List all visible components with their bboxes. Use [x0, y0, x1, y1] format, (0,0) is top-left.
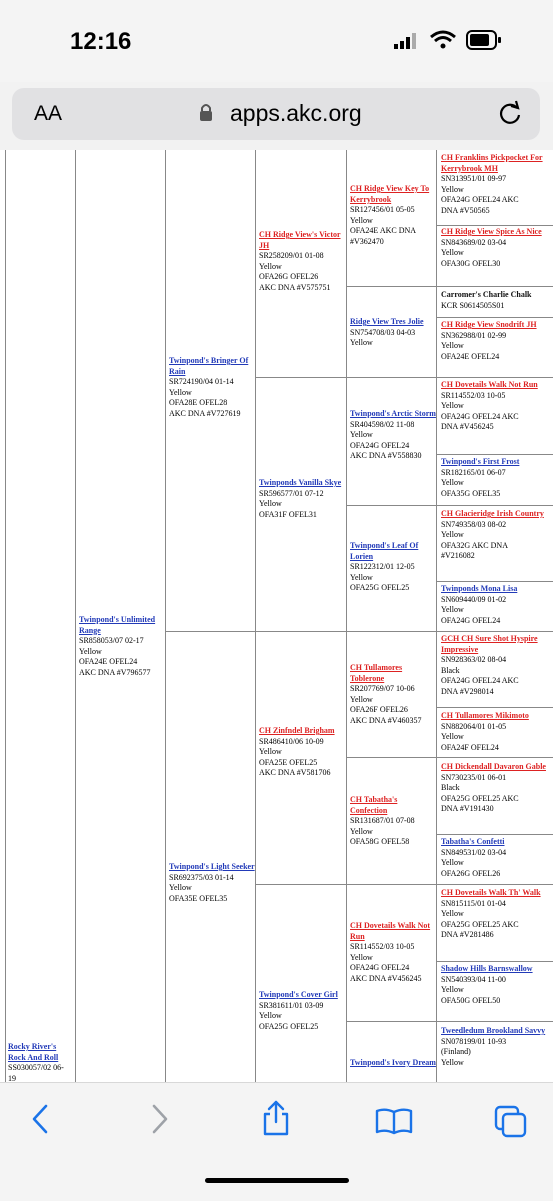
dog-detail: SN754708/03 04-03 [350, 327, 416, 337]
dog-detail: SN362988/01 02-99 [441, 330, 507, 340]
dog-detail: OFA25E OFEL25 [259, 757, 318, 767]
dog-detail: OFA35G OFEL35 [441, 488, 501, 498]
pedigree-entry [441, 964, 551, 1006]
dog-detail: OFA25G OFEL25 AKC [441, 793, 519, 803]
generation-1-column [5, 150, 76, 1082]
signal-icon [394, 33, 418, 49]
dog-name-link[interactable]: CH Tabatha's Confection [350, 795, 398, 815]
dog-detail: SR596577/01 07-12 [259, 488, 324, 498]
battery-icon [466, 30, 502, 50]
dog-detail: SN609440/09 01-02 [441, 594, 507, 604]
dog-name-link[interactable]: Tabatha's Confetti [441, 837, 505, 846]
dog-detail: Yellow [441, 858, 464, 867]
dog-detail: SN815115/01 01-04 [441, 898, 506, 908]
dog-name-link[interactable]: CH Ridge View Spice As Nice [441, 227, 542, 236]
dog-detail: 19 [8, 1073, 16, 1082]
status-bar [0, 0, 553, 82]
address-bar[interactable] [12, 88, 540, 140]
pedigree-entry [350, 409, 436, 462]
dog-name-link[interactable]: CH Ridge View's Victor JH [259, 230, 341, 250]
dog-name-link[interactable]: Twinponds Vanilla Skye [259, 478, 342, 487]
dog-detail: Yellow [441, 732, 464, 741]
pedigree-entry [350, 541, 436, 594]
dog-detail: SN749358/03 08-02 [441, 519, 507, 529]
dog-detail: OFA24G OFEL24 AKC [441, 676, 519, 685]
dog-detail: #V216082 [441, 551, 475, 560]
dog-name-link[interactable]: CH Zinfndel Brigham [259, 726, 335, 735]
dog-detail: SR127456/01 05-05 [350, 205, 415, 214]
dog-detail: Yellow [350, 694, 373, 704]
pedigree-entry [350, 1058, 436, 1069]
dog-detail: AKC DNA #V456245 [350, 973, 422, 983]
url-text[interactable]: apps.akc.org [230, 100, 362, 126]
pedigree-entry [350, 663, 436, 726]
dog-detail: DNA #V298014 [441, 686, 494, 696]
dog-detail: SN313951/01 09-97 [441, 174, 507, 183]
pedigree-entry [441, 837, 551, 879]
dog-detail: SN078199/01 10-93 [441, 1036, 507, 1046]
tabs-icon[interactable] [494, 1105, 528, 1139]
pedigree-entry [441, 380, 551, 433]
dog-detail: Yellow [350, 215, 373, 225]
dog-detail: Yellow [441, 909, 464, 918]
dog-detail: SR114552/03 10-05 [441, 390, 506, 400]
dog-detail: OFA25G OFEL25 [350, 583, 410, 592]
dog-detail: SR131687/01 07-08 [350, 816, 415, 825]
wifi-icon [430, 30, 456, 50]
dog-detail: OFA24E OFEL24 [79, 657, 138, 666]
dog-detail: AKC DNA #V575751 [259, 282, 331, 292]
dog-detail: (Finland) [441, 1047, 471, 1056]
pedigree-entry [259, 990, 345, 1032]
dog-detail: OFA24G OFEL24 AKC [441, 195, 519, 204]
dog-name-link[interactable]: CH Tullamores Toblerone [350, 663, 403, 683]
dog-detail: SR258209/01 01-08 [259, 251, 324, 260]
dog-detail: Yellow [259, 1011, 282, 1020]
dog-detail: OFA24G OFEL24 [441, 615, 501, 625]
dog-detail: DNA #V50565 [441, 205, 490, 215]
pedigree-entry [441, 227, 551, 269]
dog-detail: DNA #V281486 [441, 930, 494, 939]
share-icon[interactable] [260, 1099, 292, 1137]
dog-detail: OFA35E OFEL35 [169, 893, 228, 903]
dog-detail: Yellow [259, 747, 282, 756]
dog-name-link[interactable]: Twinpond's Leaf Of Lorien [350, 541, 419, 561]
dog-name-link[interactable]: CH Dovetails Walk Not Run [350, 921, 431, 941]
dog-detail: OFA24G OFEL24 [350, 440, 410, 450]
dog-detail: Yellow [350, 826, 373, 836]
dog-detail: AKC DNA #V796577 [79, 667, 151, 677]
reload-icon[interactable] [498, 100, 522, 126]
dog-detail: OFA24G OFEL24 AKC [441, 411, 519, 421]
dog-detail: SR404598/02 11-08 [350, 419, 415, 429]
dog-name-link[interactable]: CH Dovetails Walk Not Run [441, 380, 538, 389]
dog-detail: DNA #V191430 [441, 804, 494, 813]
dog-detail: AKC DNA #V581706 [259, 768, 331, 777]
dog-name-link[interactable]: CH Dovetails Walk Th' Walk [441, 888, 541, 897]
pedigree-entry [8, 1042, 74, 1082]
dog-name-link[interactable]: CH Ridge View Key To Kerrybrook [350, 184, 430, 204]
dog-name-link[interactable]: Ridge View Tres Jolie [350, 317, 424, 326]
dog-detail: SR122312/01 12-05 [350, 562, 415, 571]
reader-options-button[interactable]: AA [34, 102, 63, 125]
dog-name-link[interactable]: Shadow Hills Barnswallow [441, 964, 533, 973]
dog-detail: SR486410/06 10-09 [259, 736, 324, 746]
dog-detail: SN849531/02 03-04 [441, 847, 507, 857]
pedigree-entry [259, 478, 345, 520]
dog-detail: Yellow [441, 184, 464, 194]
pedigree-entry [350, 317, 436, 349]
dog-name-link[interactable]: CH Franklins Pickpocket For Kerrybrook MH [441, 153, 543, 173]
dog-name-link[interactable]: Twinpond's Unlimited Range [79, 615, 156, 635]
dog-name-link[interactable]: CH Tullamores Mikimoto [441, 711, 529, 720]
dog-detail: OFA31F OFEL31 [259, 509, 317, 519]
dog-detail: SR207769/07 10-06 [350, 684, 415, 693]
dog-detail: Yellow [441, 478, 464, 487]
pedigree-entry [79, 615, 165, 678]
pedigree-entry [441, 1026, 551, 1068]
dog-detail: OFA30G OFEL30 [441, 258, 501, 268]
dog-detail: Yellow [441, 1057, 464, 1067]
dog-name-link[interactable]: CH Dickendall Davaron Gable [441, 762, 546, 771]
dog-detail: Yellow [441, 605, 464, 614]
dog-detail: Yellow [169, 387, 192, 397]
pedigree-entry [350, 921, 436, 984]
dog-detail: SR724190/04 01-14 [169, 377, 234, 386]
dog-name-link[interactable]: GCH CH Sure Shot Hyspire Impressive [441, 634, 538, 654]
bookmarks-icon[interactable] [375, 1107, 413, 1135]
dog-detail: SN730235/01 06-01 [441, 772, 507, 782]
dog-detail: Yellow [441, 530, 464, 539]
dog-detail: AKC DNA #V727619 [169, 408, 241, 418]
dog-detail: OFA25G OFEL25 [259, 1021, 319, 1031]
dog-name: Carromer's Charlie Chalk [441, 290, 532, 299]
dog-name-link[interactable]: Twinpond's Arctic Storm [350, 409, 436, 418]
dog-name-link[interactable]: CH Ridge View Snodrift JH [441, 320, 537, 329]
pedigree-entry [259, 230, 345, 293]
dog-name-link[interactable]: Twinponds Mona Lisa [441, 584, 518, 593]
pedigree-entry [441, 320, 551, 362]
pedigree-entry [169, 862, 255, 904]
dog-detail: Yellow [441, 401, 464, 410]
browser-toolbar [0, 1082, 553, 1201]
dog-detail: Yellow [259, 261, 282, 271]
dog-detail: OFA24F OFEL24 [441, 742, 499, 752]
dog-detail: SR692375/03 01-14 [169, 872, 234, 882]
dog-name-link[interactable]: Rocky River's Rock And Roll [8, 1042, 59, 1062]
dog-detail: Yellow [350, 952, 373, 962]
dog-name-link[interactable]: CH Glacieridge Irish Country [441, 509, 544, 518]
dog-detail: OFA28E OFEL28 [169, 398, 228, 407]
dog-name-link[interactable]: Twinpond's Bringer Of Rain [169, 356, 249, 376]
dog-detail: OFA24E AKC DNA [350, 226, 417, 235]
pedigree-entry [350, 184, 436, 247]
pedigree-entry [441, 290, 551, 311]
dog-detail: Yellow [259, 499, 282, 508]
dog-detail: Yellow [350, 430, 373, 439]
dog-detail: OFA26G OFEL26 [259, 272, 319, 281]
dog-detail: SR182165/01 06-07 [441, 467, 506, 477]
dog-detail: Black [441, 665, 460, 675]
lock-icon [198, 102, 214, 122]
pedigree-entry [441, 711, 551, 753]
dog-detail: AKC DNA #V558830 [350, 451, 422, 460]
pedigree-entry [169, 356, 255, 419]
dog-detail: OFA24E OFEL24 [441, 351, 500, 361]
dog-detail: OFA25G OFEL25 AKC [441, 919, 519, 929]
dog-detail: SN843689/02 03-04 [441, 237, 507, 247]
dog-detail: Yellow [350, 338, 373, 347]
dog-detail: OFA50G OFEL50 [441, 995, 501, 1005]
pedigree-entry [441, 457, 551, 499]
dog-detail: SS030057/02 06- [8, 1063, 64, 1072]
dog-detail: Yellow [441, 985, 464, 994]
dog-detail: OFA26G OFEL26 [441, 868, 501, 878]
forward-icon[interactable] [148, 1103, 172, 1135]
dog-detail: SN540393/04 11-00 [441, 974, 506, 984]
dog-name-link[interactable]: Twinpond's Light Seeker [169, 862, 255, 871]
dog-detail: SN882064/01 01-05 [441, 721, 507, 731]
dog-detail: OFA26F OFEL26 [350, 705, 408, 714]
home-indicator [205, 1178, 349, 1183]
pedigree-entry [441, 762, 551, 815]
dog-name-link[interactable]: Twinpond's Ivory Dream [350, 1058, 436, 1067]
dog-detail: SN928363/02 08-04 [441, 655, 507, 664]
dog-detail: Yellow [169, 883, 192, 892]
dog-detail: KCR S0614505S01 [441, 300, 505, 310]
pedigree-page [0, 150, 553, 1082]
back-icon[interactable] [28, 1103, 52, 1135]
dog-detail: Yellow [441, 248, 464, 257]
pedigree-entry [259, 726, 345, 779]
pedigree-entry [441, 509, 551, 562]
dog-detail: #V362470 [350, 236, 384, 246]
dog-detail: AKC DNA #V460357 [350, 715, 422, 725]
dog-detail: Yellow [350, 572, 373, 582]
status-time: 12:16 [70, 28, 132, 55]
dog-detail: OFA24G OFEL24 [350, 963, 410, 972]
dog-detail: DNA #V456245 [441, 422, 494, 431]
pedigree-entry [441, 153, 551, 216]
dog-detail: OFA58G OFEL58 [350, 837, 410, 846]
dog-detail: Yellow [441, 341, 464, 350]
pedigree-entry [441, 634, 551, 697]
dog-name-link[interactable]: Twinpond's Cover Girl [259, 990, 338, 999]
dog-detail: Black [441, 783, 460, 792]
dog-detail: SR858053/07 02-17 [79, 636, 144, 645]
dog-detail: OFA32G AKC DNA [441, 540, 508, 550]
pedigree-entry [441, 584, 551, 626]
pedigree-entry [350, 795, 436, 848]
pedigree-entry [441, 888, 551, 941]
dog-detail: SR381611/01 03-09 [259, 1000, 324, 1010]
dog-name-link[interactable]: Tweedledum Brookland Savvy [441, 1026, 546, 1035]
dog-name-link[interactable]: Twinpond's First Frost [441, 457, 520, 466]
dog-detail: Yellow [79, 646, 102, 656]
dog-detail: SR114552/03 10-05 [350, 942, 415, 951]
